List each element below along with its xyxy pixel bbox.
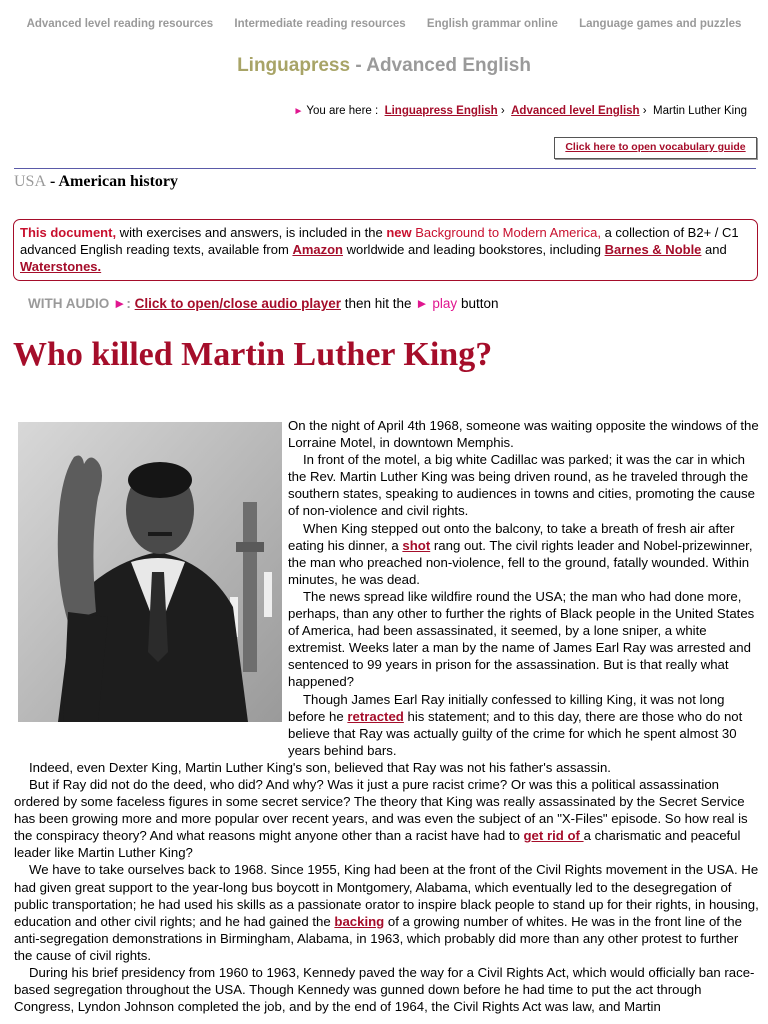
article-paragraph: On the night of April 4th 1968, someone was waiting opposite the windows of the Lorraine Motel, in downtown Memphis. <box>288 418 759 451</box>
notice-text: with exercises and answers, is included in the <box>116 225 387 240</box>
audio-label: WITH AUDIO <box>28 296 110 311</box>
article-paragraph: Indeed, even Dexter King, Martin Luther King's son, believed that Ray was not his father's assassin. <box>29 759 611 775</box>
notice-text: a collection of B2+ / C1 advanced English reading texts, available from <box>20 225 739 257</box>
notice-text: worldwide and leading bookstores, including <box>343 242 605 257</box>
play-triangle-icon: ► <box>113 296 127 311</box>
site-brand[interactable] <box>0 55 768 77</box>
notice-new: new <box>386 225 412 240</box>
brand-tagline: Advanced English <box>366 55 531 76</box>
section-country[interactable]: USA <box>14 173 47 190</box>
notice-lead: This document, <box>20 225 117 240</box>
paragraph-text: a charismatic and peaceful leader like Martin Luther King? <box>14 828 741 861</box>
audio-after: button <box>457 296 499 311</box>
vocab-link-backing[interactable]: backing <box>334 913 385 929</box>
paragraph-text: of a growing number of whites. He was in the front line of the anti-segregation demonstrations in Birmingham, Alabama, in 1963, which probably did more than any other protest to further the cause of civil rights. <box>14 913 742 963</box>
breadcrumb-advanced[interactable]: Advanced level English <box>511 105 640 117</box>
vocab-link-retracted[interactable]: retracted <box>347 708 404 724</box>
brand-name: Linguapress <box>237 55 351 76</box>
vocab-link-get-rid-of[interactable]: get rid of <box>523 828 584 844</box>
paragraph-text: his statement; and to this day, there are those who do not believe that Ray was actually guilty of the crime for which he spent almost 30 years behind bars. <box>288 708 743 758</box>
paragraph-text: rang out. The civil rights leader and Nobel-prizewinner, the man who preached non-violence, fell to the ground, fatally wounded. Within minutes, he was dead. <box>288 537 753 587</box>
breadcrumb-separator: › <box>642 105 647 117</box>
section-topic: - American history <box>46 173 178 190</box>
section-heading <box>14 173 178 191</box>
article-paragraph <box>14 861 759 964</box>
breadcrumb-separator: › <box>500 105 505 117</box>
nav-language-games[interactable]: Language games and puzzles <box>579 18 742 30</box>
brand-separator: - <box>350 55 367 76</box>
paragraph-text: We have to take ourselves back to 1968. Since 1955, King had been at the front of the Civil Rights movement in the USA. He had given great support to the year-long bus boycott in Montgomery, Alabama, which eventually led to the desegregation of public transportation; he had used his skills as a passionate orator to inspire black people to stand up for their rights, in housing, education and other civil rights; and he had gained the <box>14 862 759 929</box>
audio-bar: WITH AUDIO ►: Click to open/close audio player then hit the ► play button <box>28 296 499 311</box>
breadcrumb-linguapress[interactable]: Linguapress English <box>384 105 498 117</box>
waterstones-link[interactable]: Waterstones. <box>20 259 102 274</box>
vocabulary-guide-button[interactable] <box>554 137 757 159</box>
photo-space <box>14 417 288 748</box>
nav-grammar-online[interactable]: English grammar online <box>426 18 558 30</box>
play-icon: ► <box>415 296 429 311</box>
paragraph-text: But if Ray did not do the deed, who did? And why? Was it just a pure racist crime? Or was this a political assassination ordered by some faceless figures in some secret service? The theory that King was really assassinated by the Secret Service has been growing more and more popular over recent years, and was even the subject of an "X-Files" episode. So how real is the conspiracy theory? And what reasons might anyone other than a racist have had to <box>14 776 748 844</box>
pointer-triangle-icon: ► <box>293 106 304 117</box>
audio-toggle-link[interactable]: Click to open/close audio player <box>134 296 341 311</box>
article-paragraph: The news spread like wildfire round the USA; the man who had done more, perhaps, than any other to further the rights of Black people in the United States of America, had been assassinated, it seemed, by a lone sniper, a white extremist. Weeks later a man by the name of James Earl Ray was arrested and sentenced to 99 years in prison for the assassination. But is that really what happened? <box>288 588 755 690</box>
paragraph-text: When King stepped out onto the balcony, to take a breath of fresh air after eating his dinner, a <box>288 520 735 553</box>
notice-text: and <box>701 242 727 257</box>
breadcrumb-prefix: You are here : <box>306 105 379 117</box>
notice-book-link[interactable]: Background to Modern America, <box>415 225 601 240</box>
article-body <box>14 417 759 1015</box>
article-paragraph: During his brief presidency from 1960 to 1963, Kennedy paved the way for a Civil Rights Act, which would officially ban race-based segregation throughout the USA. Though Kennedy was gunned down before he had time to put the act through Congress, Lyndon Johnson completed the job, and by the end of 1964, the Civil Rights Act was law, and Martin <box>14 965 755 1015</box>
paragraph-text: Though James Earl Ray initially confessed to killing King, it was not long before he <box>288 691 725 724</box>
amazon-link[interactable]: Amazon <box>292 242 343 257</box>
barnes-noble-link[interactable]: Barnes & Noble <box>604 242 702 257</box>
vocabulary-guide-link[interactable]: Click here to open vocabulary guide <box>565 141 746 153</box>
audio-then: then hit the <box>340 296 416 311</box>
nav-intermediate-reading[interactable]: Intermediate reading resources <box>234 18 406 30</box>
article-paragraph: In front of the motel, a big white Cadillac was parked; it was the car in which the Rev. Martin Luther King was being driven round, as he traveled through the southern states, speaking to audiences in towns and cities, promoting the cause of non-violence and civil rights. <box>288 452 755 519</box>
breadcrumb <box>293 105 747 117</box>
book-notice <box>13 219 758 281</box>
article-paragraph <box>14 776 759 861</box>
divider <box>14 168 756 169</box>
nav-advanced-reading[interactable]: Advanced level reading resources <box>26 18 214 30</box>
audio-play-word: play <box>432 296 458 311</box>
page-title: Who killed Martin Luther King? <box>13 336 493 373</box>
vocab-link-shot[interactable]: shot <box>402 537 431 553</box>
breadcrumb-current: Martin Luther King <box>653 105 747 117</box>
top-navigation <box>0 18 768 30</box>
